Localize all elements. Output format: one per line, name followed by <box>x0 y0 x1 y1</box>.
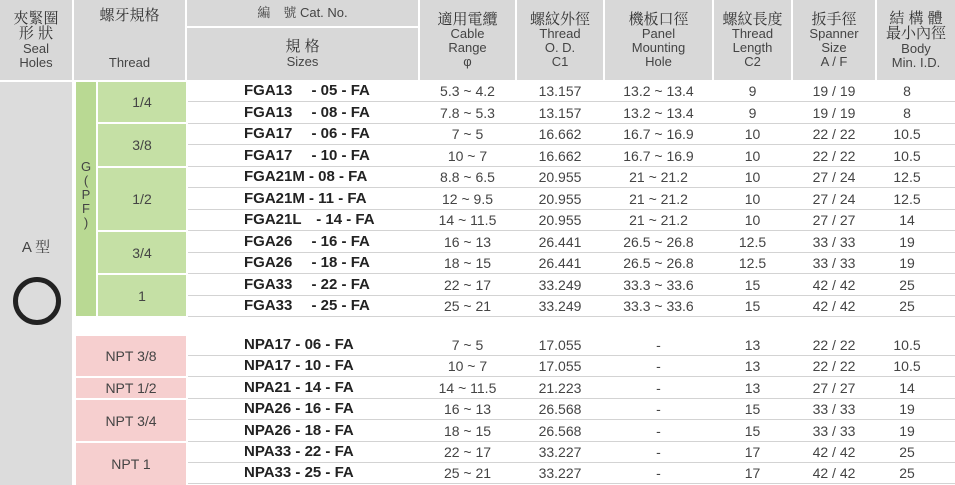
header-panel-zh: 機板口徑 <box>628 10 689 28</box>
cell-cable: 14 ~ 11.5 <box>438 212 497 228</box>
cell-od: 26.568 <box>538 401 582 418</box>
cell-cat: FGA13 - 05 - FA <box>244 82 370 99</box>
cell-len: 12.5 <box>738 233 767 250</box>
cell-body: 19 <box>899 255 915 271</box>
header-panel-en1: Panel <box>641 26 676 42</box>
header-length-en1: Thread <box>731 26 774 42</box>
cell-body: 19 <box>899 401 915 418</box>
thread-group-npt-3-4: NPT 3/4 <box>76 400 186 441</box>
header-od-zh: 螺紋外徑 <box>529 10 590 28</box>
cell-body: 14 <box>899 212 915 228</box>
cell-len: 10 <box>744 212 761 228</box>
cell-panel: - <box>656 337 661 353</box>
cell-body: 25 <box>899 444 915 460</box>
cell-body: 10.5 <box>893 358 921 375</box>
cell-len: 10 <box>744 169 761 185</box>
cell-od: 33.227 <box>538 465 582 482</box>
header-length-zh: 螺紋長度 <box>722 10 783 28</box>
header-catno-label: 編 號 Cat. No. <box>257 5 348 21</box>
cell-cat: FGA21L - 14 - FA <box>244 211 375 228</box>
cell-panel: 13.2 ~ 13.4 <box>623 104 694 121</box>
cell-spanner: 27 / 24 <box>812 190 856 207</box>
seal-type-label: A 型 <box>21 239 51 256</box>
cell-cable: 16 ~ 13 <box>443 401 492 418</box>
header-length-en2: Length <box>732 40 773 56</box>
header-body <box>877 0 955 80</box>
cell-cat: FGA21M - 08 - FA <box>244 168 368 185</box>
header-spanner-en1: Spanner <box>809 26 859 42</box>
cell-cat: NPA17 - 06 - FA <box>244 336 354 353</box>
cell-body: 25 <box>899 298 915 314</box>
cell-spanner: 42 / 42 <box>812 444 856 460</box>
cell-cat: FGA26 - 18 - FA <box>244 254 370 271</box>
cell-od: 17.055 <box>538 337 582 353</box>
row-separator <box>188 483 955 484</box>
cell-cable: 22 ~ 17 <box>443 444 492 460</box>
cell-cat: FGA17 - 06 - FA <box>244 125 370 142</box>
cell-cable: 7 ~ 5 <box>451 126 484 142</box>
header-cable <box>420 0 515 80</box>
cell-panel: 26.5 ~ 26.8 <box>623 233 694 250</box>
cell-panel: - <box>656 379 661 396</box>
cell-len: 15 <box>744 401 761 418</box>
cell-spanner: 22 / 22 <box>812 126 856 142</box>
cell-spanner: 19 / 19 <box>812 83 856 99</box>
cell-len: 17 <box>744 444 761 460</box>
header-body-en1: Body <box>901 41 931 57</box>
cell-od: 33.249 <box>538 276 582 293</box>
header-seal-en2: Holes <box>19 54 53 70</box>
thread-group-npt-3-8: NPT 3/8 <box>76 336 186 376</box>
header-cable-en3: φ <box>463 53 472 69</box>
cell-cat: NPA26 - 16 - FA <box>244 400 354 418</box>
cell-len: 9 <box>748 104 757 121</box>
cell-cable: 25 ~ 21 <box>443 465 492 482</box>
cell-spanner: 42 / 42 <box>812 276 856 293</box>
cell-panel: - <box>656 401 661 418</box>
cell-cat: FGA21M - 11 - FA <box>244 189 367 207</box>
header-sizes-zh: 規 格 <box>285 38 320 56</box>
cell-cable: 14 ~ 11.5 <box>438 379 497 396</box>
cell-cable: 7.8 ~ 5.3 <box>440 104 495 121</box>
header-od-en3: C1 <box>551 53 569 69</box>
cell-od: 13.157 <box>538 83 582 99</box>
header-seal-en1: Seal <box>22 41 50 57</box>
cell-panel: - <box>656 444 661 460</box>
header-spanner <box>793 0 875 80</box>
thread-group-1-2: 1/2 <box>98 168 186 230</box>
cell-od: 26.568 <box>538 422 582 439</box>
header-thread-zh: 螺牙規格 <box>99 7 160 24</box>
header-panel <box>605 0 712 80</box>
header-thread-en: Thread <box>108 55 151 71</box>
header-thread <box>74 0 185 80</box>
cell-body: 25 <box>899 465 915 482</box>
cell-panel: - <box>656 358 661 375</box>
cell-body: 10.5 <box>893 126 921 142</box>
cell-od: 33.249 <box>538 298 582 314</box>
header-od-en2: O. D. <box>544 40 576 56</box>
cell-cable: 8.8 ~ 6.5 <box>440 169 495 185</box>
cell-spanner: 33 / 33 <box>812 401 856 418</box>
cell-cable: 5.3 ~ 4.2 <box>440 83 495 99</box>
header-od <box>517 0 603 80</box>
header-seal-zh1: 夾緊圈 <box>13 9 59 27</box>
header-body-zh1: 結 構 體 <box>889 9 943 27</box>
header-spanner-zh: 扳手徑 <box>811 10 857 28</box>
header-seal <box>0 0 72 80</box>
cell-od: 17.055 <box>538 358 582 375</box>
cell-od: 13.157 <box>538 104 582 121</box>
cell-panel: 21 ~ 21.2 <box>629 169 688 185</box>
cell-od: 20.955 <box>538 169 582 185</box>
cell-od: 16.662 <box>538 147 582 164</box>
cell-len: 9 <box>748 83 757 99</box>
cell-spanner: 22 / 22 <box>812 337 856 353</box>
cell-body: 19 <box>899 422 915 439</box>
header-body-zh2: 最小內徑 <box>885 25 946 43</box>
cell-cable: 25 ~ 21 <box>443 298 492 314</box>
cell-body: 8 <box>903 104 911 121</box>
cell-cat: NPA21 - 14 - FA <box>244 378 354 396</box>
cell-panel: 16.7 ~ 16.9 <box>623 147 694 164</box>
cell-spanner: 22 / 22 <box>812 358 856 375</box>
cell-len: 10 <box>744 190 761 207</box>
cell-cat: FGA13 - 08 - FA <box>244 103 370 121</box>
cell-len: 15 <box>744 298 761 314</box>
thread-group-3-8: 3/8 <box>98 124 186 166</box>
cell-len: 17 <box>744 465 761 482</box>
header-cable-zh: 適用電纜 <box>437 10 498 28</box>
header-catno-top <box>187 0 418 26</box>
cell-cable: 7 ~ 5 <box>451 337 484 353</box>
cell-len: 10 <box>744 126 761 142</box>
header-spanner-en3: A / F <box>820 53 848 69</box>
cell-spanner: 27 / 27 <box>812 379 856 396</box>
cell-cable: 22 ~ 17 <box>443 276 492 293</box>
header-length-en3: C2 <box>744 53 761 69</box>
cell-spanner: 27 / 27 <box>812 212 856 228</box>
cell-panel: - <box>656 422 661 439</box>
cell-cat: NPA17 - 10 - FA <box>244 357 354 375</box>
cell-body: 10.5 <box>893 337 921 353</box>
cell-len: 13 <box>744 337 761 353</box>
cell-body: 10.5 <box>893 147 921 164</box>
cell-od: 20.955 <box>538 190 582 207</box>
cell-od: 26.441 <box>538 233 582 250</box>
header-sizes-en: Sizes <box>286 54 319 70</box>
cell-od: 16.662 <box>538 126 582 142</box>
o-ring-icon <box>13 277 61 325</box>
cell-len: 15 <box>744 276 761 293</box>
header-seal-zh2: 形 狀 <box>18 25 54 43</box>
cell-od: 21.223 <box>538 379 582 396</box>
row-separator <box>188 316 955 317</box>
cell-len: 10 <box>744 147 761 164</box>
cell-body: 12.5 <box>893 169 921 185</box>
cell-body: 12.5 <box>893 190 921 207</box>
cell-cable: 10 ~ 7 <box>447 147 488 164</box>
cell-cat: FGA26 - 16 - FA <box>244 232 370 250</box>
cell-panel: 26.5 ~ 26.8 <box>623 255 694 271</box>
thread-group-3-4: 3/4 <box>98 232 186 273</box>
thread-group-npt-1: NPT 1 <box>76 443 186 485</box>
header-od-en1: Thread <box>539 26 581 42</box>
thread-group-npt-1-2: NPT 1/2 <box>76 378 186 398</box>
cell-spanner: 33 / 33 <box>812 422 856 439</box>
cell-panel: 33.3 ~ 33.6 <box>623 298 694 314</box>
cell-cat: NPA33 - 22 - FA <box>244 443 354 460</box>
cell-panel: 16.7 ~ 16.9 <box>623 126 694 142</box>
cell-cat: FGA17 - 10 - FA <box>244 146 370 164</box>
cell-panel: 21 ~ 21.2 <box>629 190 688 207</box>
cell-spanner: 33 / 33 <box>812 255 856 271</box>
header-panel-en3: Hole <box>645 53 672 69</box>
cell-body: 25 <box>899 276 915 293</box>
cell-len: 13 <box>744 379 761 396</box>
header-cable-en2: Range <box>448 40 487 56</box>
header-length <box>714 0 791 80</box>
cell-cable: 12 ~ 9.5 <box>442 190 493 207</box>
cell-cable: 18 ~ 15 <box>443 255 492 271</box>
cell-od: 26.441 <box>538 255 582 271</box>
header-body-en2: Min. I.D. <box>891 54 941 70</box>
cell-body: 14 <box>899 379 915 396</box>
cell-spanner: 27 / 24 <box>812 169 856 185</box>
cell-panel: 21 ~ 21.2 <box>629 212 688 228</box>
cell-len: 15 <box>744 422 761 439</box>
header-spanner-en2: Size <box>821 40 847 56</box>
cell-panel: 33.3 ~ 33.6 <box>623 276 694 293</box>
cell-spanner: 42 / 42 <box>812 298 856 314</box>
cell-cable: 10 ~ 7 <box>447 358 488 375</box>
cell-od: 33.227 <box>538 444 582 460</box>
thread-group-1-4: 1/4 <box>98 82 186 122</box>
cell-cat: FGA33 - 22 - FA <box>244 275 370 293</box>
cell-cable: 16 ~ 13 <box>443 233 492 250</box>
cell-panel: - <box>656 465 661 482</box>
cell-len: 13 <box>744 358 761 375</box>
cell-body: 19 <box>899 233 915 250</box>
header-cable-en1: Cable <box>450 26 485 42</box>
cell-cat: FGA33 - 25 - FA <box>244 297 370 314</box>
cell-cat: NPA26 - 18 - FA <box>244 421 354 439</box>
cell-spanner: 22 / 22 <box>812 147 856 164</box>
cell-len: 12.5 <box>738 255 767 271</box>
cell-spanner: 33 / 33 <box>812 233 856 250</box>
cell-cat: NPA33 - 25 - FA <box>244 464 354 482</box>
header-panel-en2: Mounting <box>631 40 686 56</box>
cell-cable: 18 ~ 15 <box>443 422 492 439</box>
cell-spanner: 19 / 19 <box>812 104 856 121</box>
cell-body: 8 <box>903 83 911 99</box>
cell-panel: 13.2 ~ 13.4 <box>623 83 694 99</box>
cell-spanner: 42 / 42 <box>812 465 856 482</box>
thread-group-1: 1 <box>98 275 186 316</box>
cell-od: 20.955 <box>538 212 582 228</box>
g-pf-label: G ( P F ) <box>80 159 92 230</box>
header-catno-sizes <box>187 28 418 80</box>
